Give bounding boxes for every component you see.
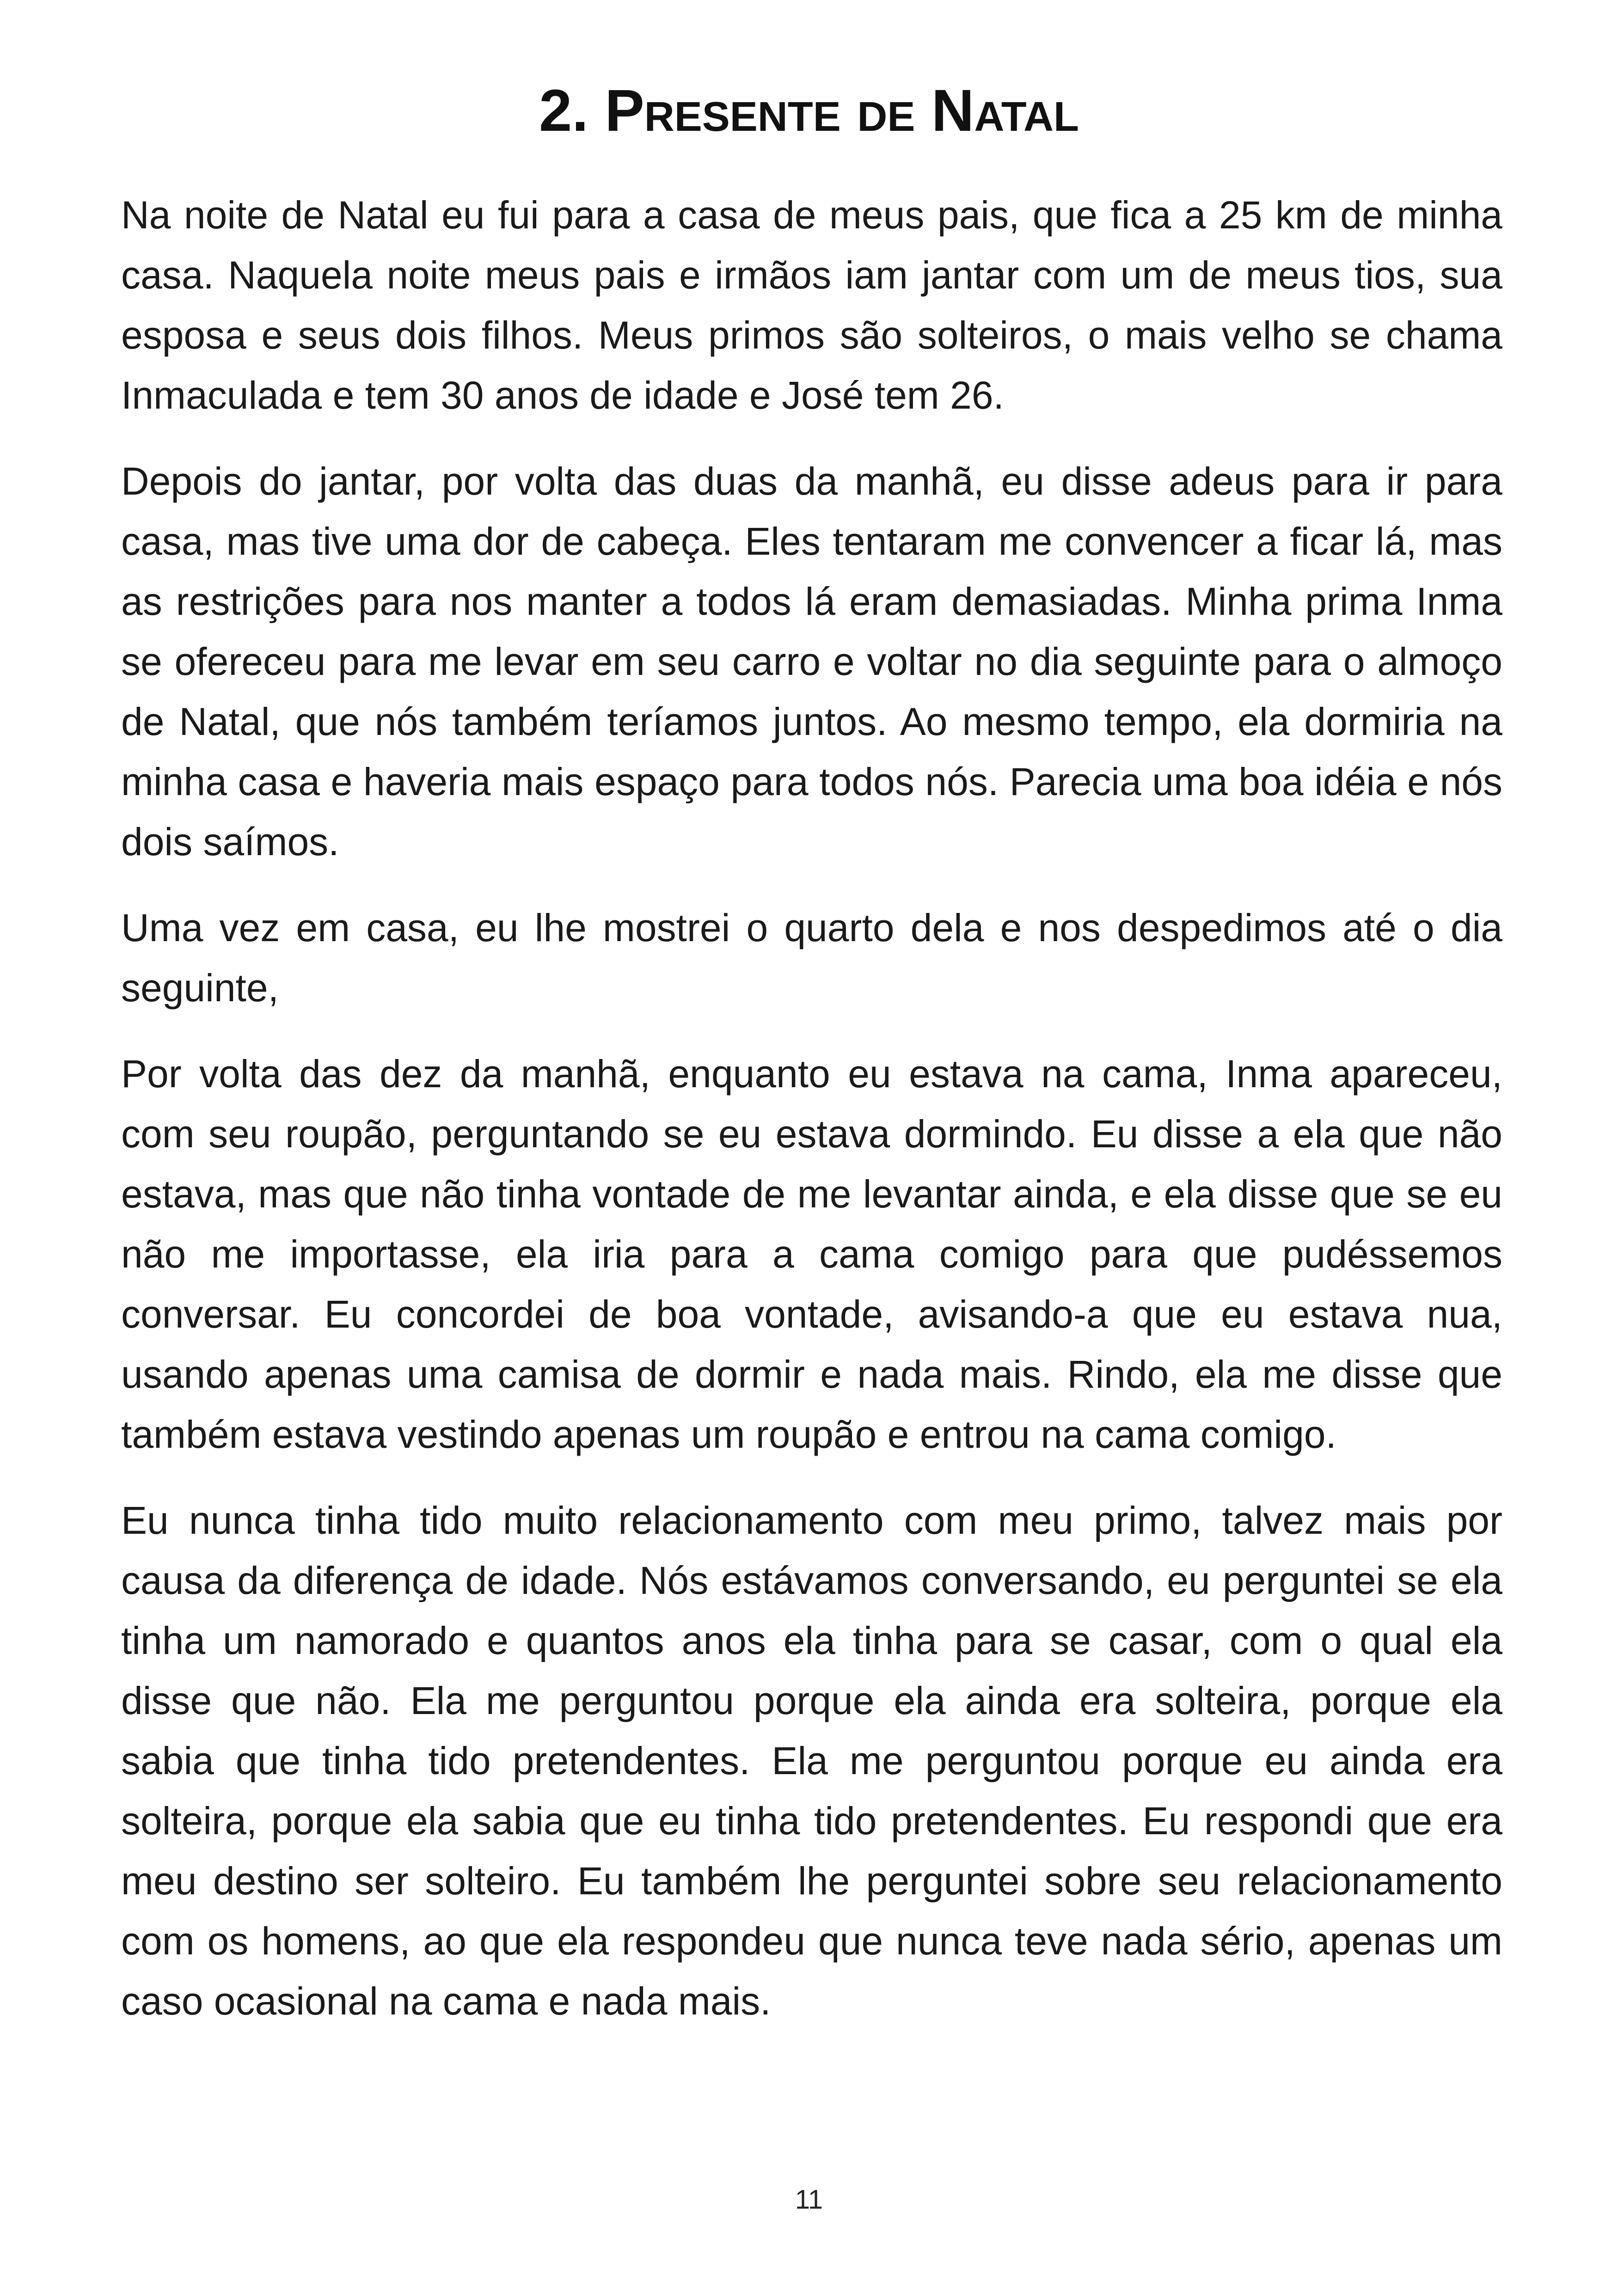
paragraph: Por volta das dez da manhã, enquanto eu estava na cama, Inma apareceu, com seu roupão, perguntando se eu estava dormindo. Eu disse a ela que não estava, mas que não tinha vontade de me levantar ainda, e ela disse que se eu não me importasse, ela iria para a cama comigo para que pudéssemos conversar. Eu concordei de boa vontade, avisando-a que eu estava nua, usando apenas uma camisa de dormir e nada mais. Rindo, ela me disse que também estava vestindo apenas um roupão e entrou na cama comigo.: [121, 1052, 1502, 1456]
paragraph: Eu nunca tinha tido muito relacionamento com meu primo, talvez mais por causa da diferença de idade. Nós estávamos conversando, eu perguntei se ela tinha um namorado e quantos anos ela tinha para se casar, com o qual ela disse que não. Ela me perguntou porque ela ainda era solteira, porque ela sabia que tinha tido pretendentes. Ela me perguntou porque eu ainda era solteira, porque ela sabia que eu tinha tido pretendentes. Eu respondi que era meu destino ser solteiro. Eu também lhe perguntei sobre seu relacionamento com os homens, ao que ela respondeu que nunca teve nada sério, apenas um caso ocasional na cama e nada mais.: [121, 1499, 1502, 2023]
chapter-title: [0, 79, 1618, 144]
paragraph: Depois do jantar, por volta das duas da manhã, eu disse adeus para ir para casa, mas tive uma dor de cabeça. Eles tentaram me convencer a ficar lá, mas as restrições para nos manter a todos lá eram demasiadas. Minha prima Inma se ofereceu para me levar em seu carro e voltar no dia seguinte para o almoço de Natal, que nós também teríamos juntos. Ao mesmo tempo, ela dormiria na minha casa e haveria mais espaço para todos nós. Parecia uma boa idéia e nós dois saímos.: [121, 459, 1502, 863]
body-text: [121, 185, 1502, 2057]
chapter-number: 2.: [539, 78, 588, 144]
paragraph: Na noite de Natal eu fui para a casa de meus pais, que fica a 25 km de minha casa. Naquela noite meus pais e irmãos iam jantar com um de meus tios, sua esposa e seus dois filhos. Meus primos são solteiros, o mais velho se chama Inmaculada e tem 30 anos de idade e José tem 26.: [121, 193, 1502, 417]
paragraph: Uma vez em casa, eu lhe mostrei o quarto dela e nos despedimos até o dia seguinte,: [121, 906, 1502, 1010]
chapter-title-text: Presente de Natal: [605, 78, 1079, 144]
page-number: 11: [795, 2185, 823, 2215]
